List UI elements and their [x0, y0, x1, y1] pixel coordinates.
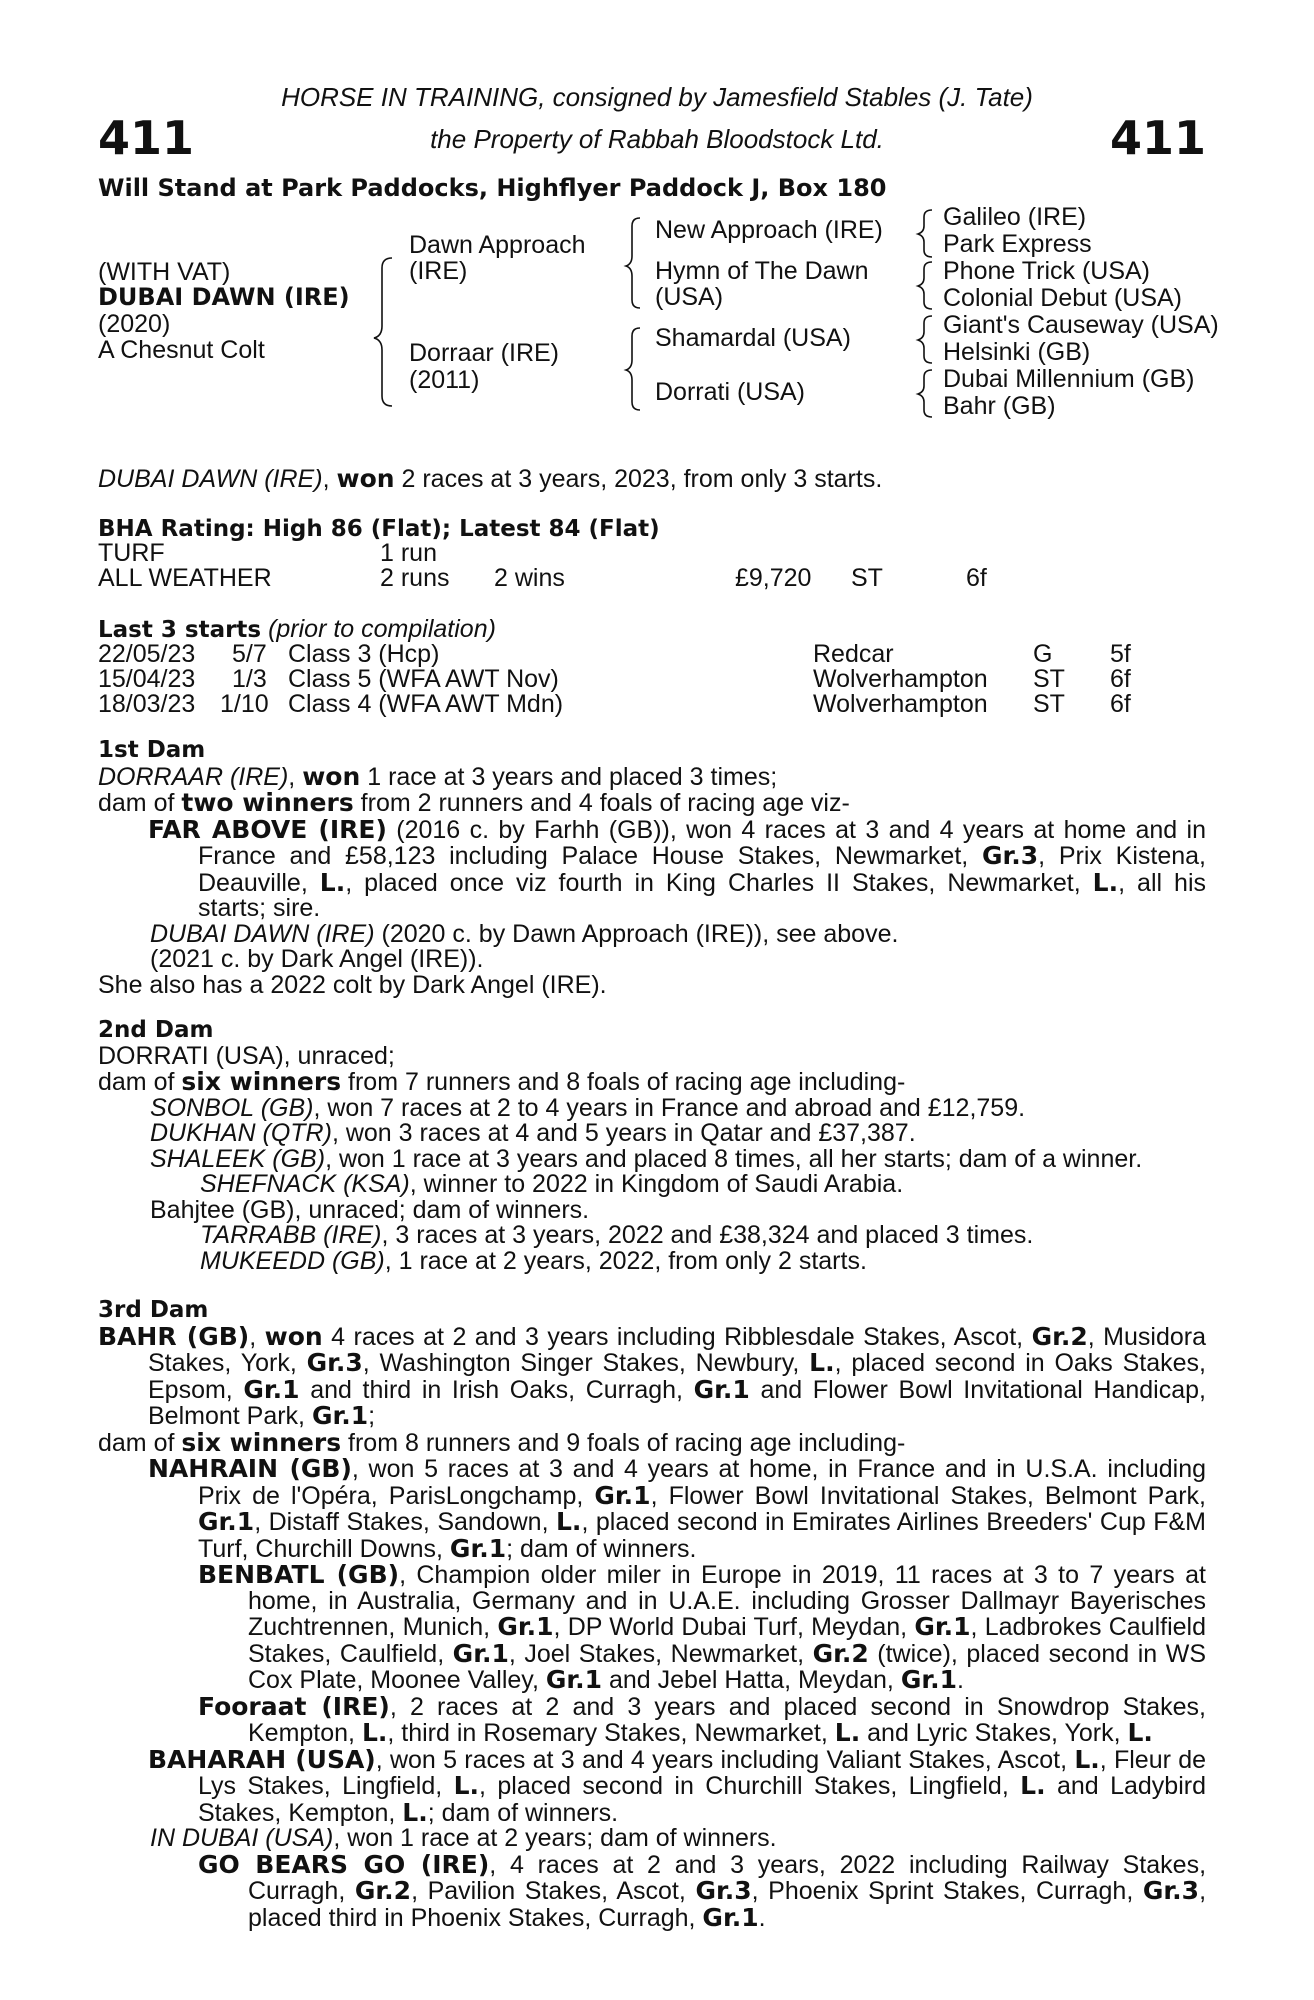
text: from 2 runners and 4 foals of racing age viz- — [353, 789, 850, 817]
grade: L. — [556, 1507, 582, 1536]
text: . — [957, 1666, 964, 1694]
first-dam-winners: two winners — [181, 788, 354, 817]
produce-2021: (2021 c. by Dark Angel (IRE)). — [150, 945, 484, 973]
dam-sire: Shamardal (USA) — [655, 324, 851, 352]
foaling-year: (2020) — [98, 310, 171, 338]
produce-benbatl — [198, 1562, 1206, 1694]
grade: Gr.3 — [695, 1876, 752, 1905]
ancestor-sss: Galileo (IRE) — [943, 203, 1087, 231]
text: and Ladybird Stakes, Kempton, — [198, 1772, 1206, 1827]
ancestor-sdd: Colonial Debut (USA) — [943, 284, 1182, 312]
text: , third in Rosemary Stakes, Newmarket, — [387, 1719, 835, 1747]
text: (2020 c. by Dawn Approach (IRE)), see above. — [374, 919, 899, 948]
produce-tarrabb — [98, 1223, 1206, 1249]
ancestor-ddd: Bahr (GB) — [943, 392, 1056, 420]
grade: L. — [1092, 867, 1119, 897]
text: , 1 race at 2 years, 2022, from only 2 starts. — [384, 1246, 867, 1275]
rating-heading: BHA Rating: High 86 (Flat); Latest 84 (Flat) — [98, 516, 660, 542]
grade: Gr.1 — [497, 1612, 554, 1641]
property-line: the Property of Rabbah Bloodstock Ltd. — [430, 124, 884, 154]
text: , Washington Singer Stakes, Newbury, — [362, 1349, 810, 1377]
text: , DP World Dubai Turf, Meydan, — [553, 1613, 915, 1641]
grade: Gr.1 — [693, 1374, 750, 1404]
text: , won 7 races at 2 to 4 years in France and abroad and £12,759. — [313, 1093, 1026, 1122]
pedigree-brackets — [0, 0, 1314, 420]
rating-prize: £9,720 — [735, 564, 812, 592]
text: , Phoenix Sprint Stakes, Curragh, — [751, 1877, 1143, 1905]
lot-number-left: 411 — [98, 111, 195, 165]
third-dam-heading: 3rd Dam — [98, 1297, 209, 1323]
text: , placed once viz fourth in King Charles II Stakes, Newmarket, — [345, 868, 1093, 897]
grade: Gr.1 — [594, 1480, 651, 1510]
text: and third in Irish Oaks, Curragh, — [299, 1375, 694, 1404]
text: , Prix Kistena, Deauville, — [198, 842, 1206, 897]
text: , — [249, 1322, 265, 1351]
produce-name: IN DUBAI (USA) — [150, 1824, 334, 1852]
text: ; — [368, 1402, 376, 1430]
grade: Gr.3 — [306, 1348, 363, 1377]
grade: Gr.1 — [243, 1374, 300, 1404]
grade: Gr.1 — [452, 1638, 509, 1668]
produce-name: SHALEEK (GB) — [150, 1144, 326, 1173]
third-dam-winners: six winners — [181, 1427, 342, 1457]
grade: Gr.3 — [1142, 1876, 1200, 1905]
grade: Gr.1 — [311, 1401, 369, 1430]
summary-won: won — [336, 464, 395, 493]
text: from 8 runners and 9 foals of racing age including- — [341, 1428, 906, 1457]
start-position: 1/3 — [232, 665, 267, 693]
grade: L. — [1074, 1744, 1100, 1774]
rating-wins: 2 wins — [494, 564, 565, 592]
first-dam-section — [98, 738, 1206, 998]
produce-bahjtee: Bahjtee (GB), unraced; dam of winners. — [150, 1195, 590, 1224]
start-position: 5/7 — [232, 640, 267, 668]
dam-name: Dorraar (IRE) — [409, 339, 560, 367]
text: ; dam of winners. — [427, 1798, 619, 1827]
produce-nahrain — [148, 1456, 1206, 1562]
consignment-line: HORSE IN TRAINING, consigned by Jamesfield Stables (J. Tate) — [281, 82, 1033, 112]
text: , placed second in Oaks Stakes, Epsom, — [148, 1349, 1206, 1404]
produce-sonbol — [98, 1093, 1206, 1122]
produce-name: DUBAI DAWN (IRE) — [150, 919, 375, 948]
start-going: ST — [1033, 665, 1065, 693]
ancestor-dsd: Helsinki (GB) — [943, 338, 1091, 366]
rating-surface: TURF — [98, 539, 165, 567]
first-dam-heading: 1st Dam — [98, 737, 206, 763]
grade: Gr.1 — [914, 1612, 971, 1641]
start-date: 15/04/23 — [98, 665, 196, 693]
produce-name: MUKEEDD (GB) — [200, 1246, 385, 1275]
grade: Gr.2 — [1031, 1321, 1088, 1351]
grade: L. — [402, 1797, 428, 1827]
produce-go-bears-go — [198, 1849, 1207, 1932]
text: , Joel Stakes, Newmarket, — [508, 1639, 813, 1668]
sire-origin: (IRE) — [409, 257, 468, 285]
second-dam-section — [98, 1018, 1206, 1274]
text: ; dam of winners. — [506, 1534, 697, 1563]
produce-name: DUKHAN (QTR) — [150, 1119, 332, 1147]
text: dam of — [98, 1428, 182, 1457]
summary-horse-name: DUBAI DAWN (IRE) — [98, 465, 323, 493]
text: , Distaff Stakes, Sandown, — [254, 1508, 556, 1536]
text: , won 1 race at 2 years; dam of winners. — [333, 1824, 777, 1852]
grade: L. — [1127, 1718, 1153, 1747]
produce-shaleek — [98, 1144, 1206, 1173]
first-dam-record-text: 1 race at 3 years and placed 3 times; — [360, 762, 778, 791]
produce-name: FAR ABOVE (IRE) — [148, 814, 387, 844]
grade: L. — [1020, 1771, 1046, 1800]
first-dam-won: won — [302, 761, 361, 791]
text: , Pavilion Stakes, Ascot, — [411, 1877, 696, 1905]
horse-description: A Chesnut Colt — [98, 336, 265, 364]
produce-shefnack — [98, 1172, 1206, 1198]
produce-in-dubai — [98, 1826, 1206, 1852]
text: . — [758, 1903, 766, 1932]
grade: Gr.1 — [545, 1665, 603, 1694]
text: (2016 c. by Farhh (GB)), won 4 races at 3 and 4 years at home and in France and £58,123 including Palace House Stakes, Newmarket, — [198, 815, 1206, 870]
race-summary: DUBAI DAWN (IRE), won 2 races at 3 years, 2023, from only 3 starts. — [98, 464, 883, 493]
horse-name: DUBAI DAWN (IRE) — [98, 283, 350, 311]
start-date: 22/05/23 — [98, 640, 196, 668]
grade: Gr.1 — [702, 1902, 759, 1932]
text: , 4 races at 2 and 3 years, 2022 including Railway Stakes, Curragh, — [248, 1850, 1207, 1905]
text: , all his starts; sire. — [198, 868, 1207, 922]
summary-text: 2 races at 3 years, 2023, from only 3 starts. — [394, 465, 883, 493]
start-distance: 5f — [1110, 640, 1131, 668]
text: , Flower Bowl Invitational Stakes, Belmont Park, — [650, 1481, 1206, 1510]
text: , won 1 race at 3 years and placed 8 times, all her starts; dam of a winner. — [325, 1144, 1143, 1173]
start-going: G — [1033, 640, 1053, 668]
lot-number-right: 411 — [1109, 111, 1206, 165]
produce-name: BENBATL (GB) — [198, 1560, 400, 1589]
start-course: Wolverhampton — [813, 665, 988, 693]
text: dam of — [98, 1068, 182, 1096]
text: and Jebel Hatta, Meydan, — [602, 1666, 901, 1694]
first-dam-record: DORRAAR (IRE), won 1 race at 3 years and placed 3 times; — [98, 761, 778, 791]
start-date: 18/03/23 — [98, 690, 196, 718]
produce-name: SONBOL (GB) — [150, 1093, 314, 1122]
rating-surface: ALL WEATHER — [98, 564, 272, 592]
text: , placed third in Phoenix Stakes, Curragh, — [248, 1877, 1207, 1932]
dam-year: (2011) — [409, 366, 480, 394]
text: and Lyric Stakes, York, — [860, 1719, 1128, 1747]
text: , Champion older miler in Europe in 2019, 11 races at 3 to 7 years at home, in Australia, Germany and in U.A.E. including Grosser Dallmayr Bayerisches Zuchtrennen, Munich, — [248, 1561, 1206, 1641]
text: , 2 races at 2 and 3 years and placed second in Snowdrop Stakes, Kempton, — [248, 1692, 1206, 1747]
third-dam-name: BAHR (GB) — [98, 1321, 250, 1351]
grade: L. — [453, 1771, 480, 1800]
produce-name: TARRABB (IRE) — [200, 1221, 382, 1249]
rating-runs: 2 runs — [380, 564, 450, 592]
grade: Gr.2 — [354, 1876, 412, 1905]
third-dam-section — [98, 1298, 1206, 1931]
vat-note: (WITH VAT) — [98, 258, 231, 286]
grade: Gr.3 — [981, 841, 1039, 870]
second-dam-winners: six winners — [181, 1067, 342, 1096]
third-dam-record — [98, 1321, 1206, 1430]
won: won — [264, 1321, 323, 1351]
produce-name: BAHARAH (USA) — [148, 1744, 376, 1774]
grade: L. — [361, 1718, 388, 1747]
grade: L. — [834, 1718, 861, 1747]
ancestor-dss: Giant's Causeway (USA) — [943, 311, 1219, 339]
grade: Gr.1 — [449, 1533, 507, 1563]
second-dam-record: DORRATI (USA), unraced; — [98, 1041, 395, 1070]
second-dam-produce-summary — [98, 1069, 1206, 1096]
start-position: 1/10 — [220, 690, 269, 718]
text: , Musidora Stakes, York, — [148, 1322, 1206, 1377]
produce-dubai-dawn — [98, 919, 1206, 948]
text: 4 races at 2 and 3 years including Ribblesdale Stakes, Ascot, — [322, 1322, 1032, 1351]
third-dam-produce-summary — [98, 1427, 1206, 1457]
start-course: Wolverhampton — [813, 690, 988, 718]
produce-dukhan — [98, 1121, 1206, 1147]
rating-runs: 1 run — [380, 539, 437, 567]
ancestor-sds: Phone Trick (USA) — [943, 257, 1151, 285]
start-race: Class 4 (WFA AWT Mdn) — [288, 690, 564, 718]
text: and Flower Bowl Invitational Handicap, Belmont Park, — [148, 1375, 1206, 1430]
first-dam-produce-summary — [98, 790, 1206, 817]
start-distance: 6f — [1110, 690, 1131, 718]
text: , placed second in Emirates Airlines Breeders' Cup F&M Turf, Churchill Downs, — [198, 1508, 1206, 1563]
produce-baharah — [148, 1744, 1206, 1827]
rating-going: ST — [851, 564, 883, 592]
produce-name: SHEFNACK (KSA) — [200, 1170, 410, 1198]
produce-fooraat — [198, 1691, 1206, 1747]
produce-mukeedd — [98, 1246, 1206, 1275]
start-course: Redcar — [813, 640, 894, 668]
sire-name: Dawn Approach — [409, 231, 586, 259]
start-going: ST — [1033, 690, 1065, 718]
sire-sire: New Approach (IRE) — [655, 216, 883, 244]
first-dam-name: DORRAAR (IRE) — [98, 762, 289, 791]
grade: L. — [319, 867, 346, 897]
starts-heading-title: Last 3 starts — [98, 617, 262, 643]
text: , Ladbrokes Caulfield Stakes, Caulfield, — [248, 1613, 1206, 1668]
start-race: Class 3 (Hcp) — [288, 640, 440, 668]
text: , Fleur de Lys Stakes, Lingfield, — [198, 1745, 1206, 1800]
text: (twice), placed second in WS Cox Plate, Moonee Valley, — [248, 1639, 1207, 1694]
produce-name: GO BEARS GO (IRE) — [198, 1849, 490, 1879]
dam-dam: Dorrati (USA) — [655, 378, 806, 406]
ancestor-dds: Dubai Millennium (GB) — [943, 365, 1195, 393]
grade: Gr.1 — [900, 1665, 958, 1694]
location-line: Will Stand at Park Paddocks, Highflyer Paddock J, Box 180 — [98, 174, 887, 202]
produce-name: Fooraat (IRE) — [198, 1691, 390, 1721]
rating-distance: 6f — [966, 564, 987, 592]
text: from 7 runners and 8 foals of racing age including- — [341, 1068, 906, 1096]
text: , won 5 races at 3 and 4 years at home, in France and in U.S.A. including Prix de l'Opéra, ParisLongchamp, — [198, 1455, 1207, 1510]
sire-dam-origin: (USA) — [655, 283, 724, 311]
produce-name: NAHRAIN (GB) — [148, 1454, 352, 1483]
text: , 3 races at 3 years, 2022 and £38,324 and placed 3 times. — [381, 1221, 1034, 1249]
starts-heading-note: (prior to compilation) — [268, 615, 496, 643]
text: , won 5 races at 3 and 4 years including Valiant Stakes, Ascot, — [375, 1745, 1075, 1774]
text: , winner to 2022 in Kingdom of Saudi Arabia. — [409, 1170, 904, 1198]
sire-dam-name: Hymn of The Dawn — [655, 257, 869, 285]
grade: Gr.1 — [198, 1507, 255, 1536]
produce-far-above — [148, 814, 1207, 922]
produce-2022-note: She also has a 2022 colt by Dark Angel (IRE). — [98, 970, 607, 999]
text: dam of — [98, 789, 182, 817]
grade: Gr.2 — [812, 1638, 869, 1668]
start-distance: 6f — [1110, 665, 1131, 693]
grade: L. — [809, 1348, 835, 1377]
text: , placed second in Churchill Stakes, Lingfield, — [479, 1772, 1021, 1800]
text: , won 3 races at 4 and 5 years in Qatar and £37,387. — [331, 1119, 916, 1147]
ancestor-ssd: Park Express — [943, 230, 1092, 258]
second-dam-heading: 2nd Dam — [98, 1017, 214, 1043]
start-race: Class 5 (WFA AWT Nov) — [288, 665, 559, 693]
